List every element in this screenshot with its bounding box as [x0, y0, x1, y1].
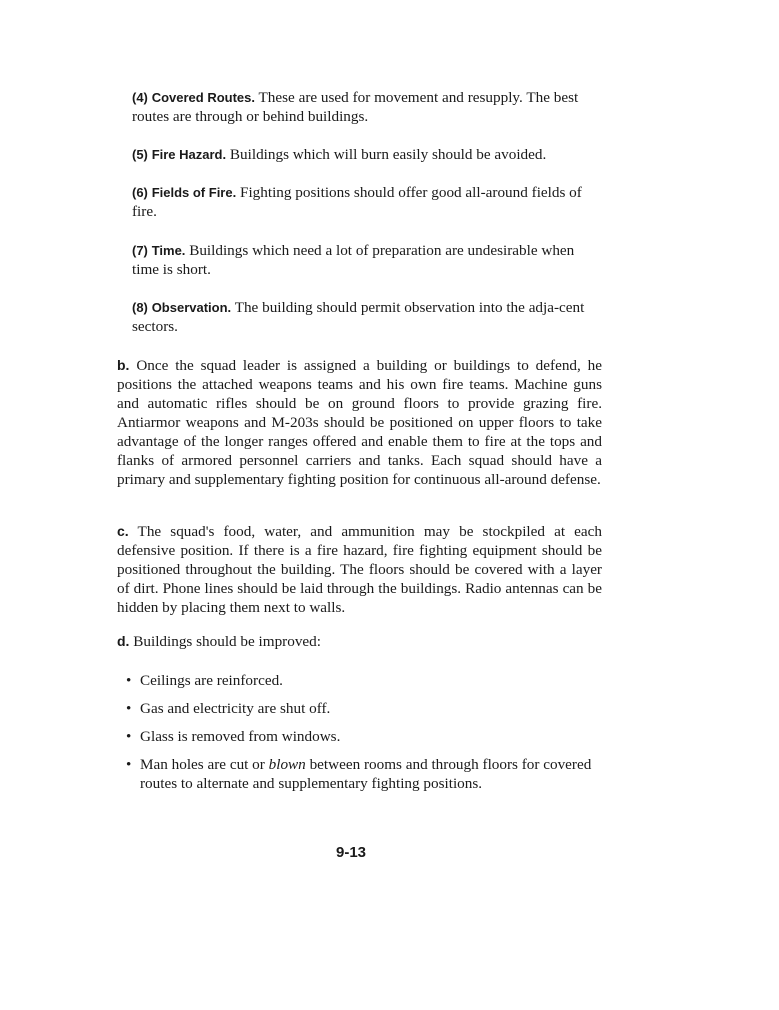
list-item — [124, 727, 604, 746]
list-item-text: between rooms and through floors for covered routes to alternate and supplementary fighting positions. — [140, 756, 592, 792]
list-item-text: Ceilings are reinforced. — [140, 672, 283, 689]
item-number: (7) — [132, 243, 148, 258]
paragraph-c — [117, 522, 602, 617]
paragraph-b — [117, 356, 602, 489]
item-heading: Fields of Fire. — [151, 185, 237, 200]
list-item — [124, 755, 604, 793]
item-heading: Fire Hazard. — [151, 147, 227, 162]
list-item — [124, 671, 604, 690]
bullet-icon: • — [126, 672, 132, 689]
emphasis-text: blown — [268, 756, 306, 773]
paragraph-letter: c. — [117, 523, 129, 539]
item-heading: Time. — [151, 243, 186, 258]
improvement-list — [124, 671, 604, 802]
list-item-text: Gas and electricity are shut off. — [140, 700, 331, 717]
paragraph-text: Once the squad leader is assigned a building or buildings to defend, he positions the attached weapons teams and his own fire teams. Machine guns and automatic rifles should be on ground floors to provide grazing fire. Antiarmor weapons and M-203s should be positioned on upper floors to take advantage of the longer ranges offered and enable them to fire at the tops and flanks of armored personnel carriers and tanks. Each squad should have a primary and supplementary fighting position for continuous all-around defense. — [117, 357, 602, 488]
item-text: The building should permit observation into the adja-cent sectors. — [132, 299, 585, 335]
bullet-icon: • — [126, 700, 132, 717]
list-item-text: Glass is removed from windows. — [140, 728, 341, 745]
item-number: (6) — [132, 185, 148, 200]
list-item-text: Man holes are cut or — [140, 756, 265, 773]
paragraph-d — [117, 632, 602, 651]
paragraph-text: Buildings should be improved: — [133, 633, 321, 650]
item-heading: Covered Routes. — [151, 90, 255, 105]
item-text: Buildings which will burn easily should be avoided. — [229, 146, 547, 163]
paragraph-letter: d. — [117, 633, 130, 649]
item-fields-of-fire — [132, 183, 602, 221]
list-item — [124, 699, 604, 718]
item-text: These are used for movement and resupply. The best routes are through or behind buildings. — [132, 89, 579, 125]
item-fire-hazard — [132, 145, 602, 164]
item-text: Fighting positions should offer good all-around fields of fire. — [132, 184, 582, 220]
bullet-icon: • — [126, 756, 132, 773]
item-number: (8) — [132, 300, 148, 315]
item-number: (4) — [132, 90, 148, 105]
item-time — [132, 241, 602, 279]
item-observation — [132, 298, 602, 336]
bullet-icon: • — [126, 728, 132, 745]
paragraph-letter: b. — [117, 357, 130, 373]
page-number: 9-13 — [336, 844, 367, 861]
paragraph-text: The squad's food, water, and ammunition may be stockpiled at each defensive position. If there is a fire hazard, fire fighting equipment should be positioned throughout the building. The floors should be covered with a layer of dirt. Phone lines should be laid through the buildings. Radio antennas can be hidden by placing them next to walls. — [117, 523, 602, 616]
item-text: Buildings which need a lot of preparation are undesirable when time is short. — [132, 242, 575, 278]
item-heading: Observation. — [151, 300, 232, 315]
item-covered-routes — [132, 88, 602, 126]
item-number: (5) — [132, 147, 148, 162]
